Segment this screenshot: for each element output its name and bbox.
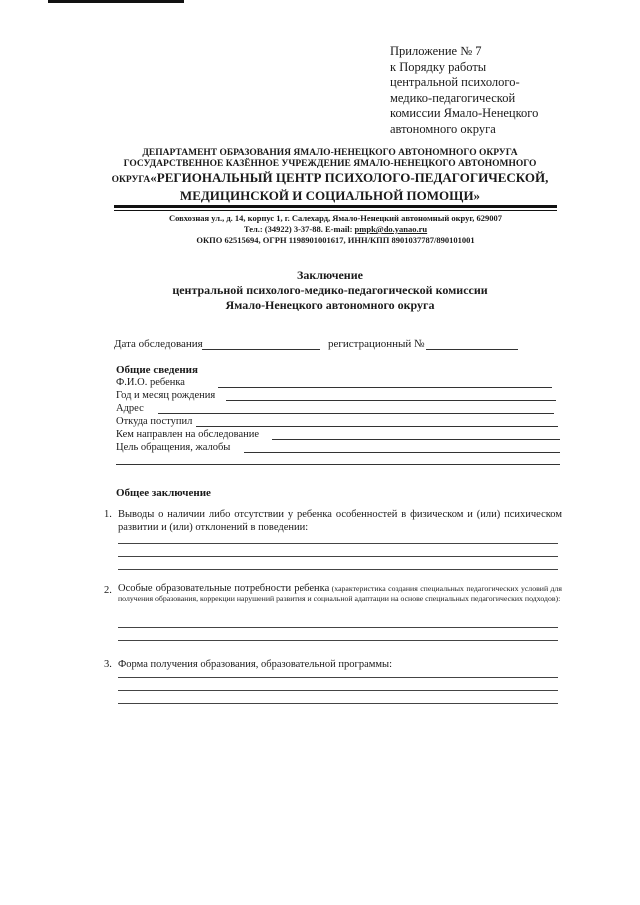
field-referred-by: [116, 429, 560, 442]
answer-line[interactable]: [118, 690, 558, 691]
general-info-title: Общие сведения: [116, 364, 198, 376]
appendix-line: Приложение № 7: [390, 44, 482, 58]
answer-line[interactable]: [118, 640, 558, 641]
field-label: Год и месяц рождения: [116, 390, 216, 401]
item-number: 1.: [104, 509, 112, 520]
field-input-line[interactable]: [158, 413, 554, 414]
registration-number-field[interactable]: [426, 349, 518, 350]
purpose-extra-line[interactable]: [116, 464, 560, 465]
field-label: Адрес: [116, 403, 144, 414]
field-label: Ф.И.О. ребенка: [116, 377, 185, 388]
exam-date-label: Дата обследования: [114, 338, 203, 350]
field-label: Откуда поступил: [116, 416, 193, 427]
field-purpose: [116, 442, 560, 455]
field-input-line[interactable]: [272, 439, 560, 440]
field-address: [116, 403, 560, 416]
title-line: Заключение: [297, 268, 363, 282]
appendix-note: [390, 44, 590, 137]
phone-email-text: Тел.: (34922) 3-37-88. E-mail: pmpk@do.yanao.ru: [243, 224, 428, 234]
answer-line[interactable]: [118, 556, 558, 557]
exam-date-row: [114, 338, 554, 352]
answer-line[interactable]: [118, 543, 558, 544]
address-text: Совхозная ул., д. 14, корпус 1, г. Салехард, Ямало-Ненецкий автономный округ, 629007: [168, 213, 503, 223]
field-input-line[interactable]: [226, 400, 556, 401]
item-text: Выводы о наличии либо отсутствии у ребенка особенностей в физическом и (или) психическом развитии и (или) отклонений в поведении:: [118, 509, 562, 533]
item-text-lead: Особые образовательные потребности ребенка: [118, 583, 330, 594]
field-input-line[interactable]: [196, 426, 558, 427]
email-link[interactable]: pmpk@do.yanao.ru: [354, 224, 428, 234]
general-conclusion-title: Общее заключение: [116, 487, 211, 499]
conclusion-item-1: [104, 508, 564, 538]
title-line: центральной психолого-медико-педагогической комиссии: [172, 283, 488, 297]
title-line: Ямало-Ненецкого автономного округа: [225, 298, 435, 312]
appendix-line: комиссии Ямало-Ненецкого: [390, 106, 539, 120]
institution-name-line2: МЕДИЦИНСКОЙ И СОЦИАЛЬНОЙ ПОМОЩИ»: [179, 188, 481, 203]
item-text: Форма получения образования, образовательной программы:: [118, 659, 393, 670]
field-input-line[interactable]: [218, 387, 552, 388]
institution-name-line1: ОКРУГА«РЕГИОНАЛЬНЫЙ ЦЕНТР ПСИХОЛОГО-ПЕДАГОГИЧЕСКОЙ,: [111, 170, 549, 185]
field-child-name: [116, 377, 560, 390]
appendix-line: автономного округа: [390, 121, 496, 136]
top-edge-mark: [48, 0, 184, 3]
department-name: ДЕПАРТАМЕНТ ОБРАЗОВАНИЯ ЯМАЛО-НЕНЕЦКОГО АВТОНОМНОГО ОКРУГА: [142, 148, 518, 158]
answer-line[interactable]: [118, 703, 558, 704]
organization-header: [100, 148, 560, 203]
header-rule-thick: [114, 205, 557, 208]
conclusion-item-2: [104, 584, 564, 620]
document-title: [110, 268, 550, 313]
item-text: (характеристика создания специальных педагогических условий для получения образования, коррекции нарушений развития и социальной адаптации на основе специальных педагогических подходов):: [118, 584, 562, 603]
field-came-from: [116, 416, 560, 429]
registration-number-label: регистрационный №: [328, 338, 425, 350]
field-label: Кем направлен на обследование: [116, 429, 260, 440]
contacts-block: [114, 213, 557, 246]
answer-line[interactable]: [118, 627, 558, 628]
item-number: 3.: [104, 659, 112, 670]
field-input-line[interactable]: [244, 452, 560, 453]
conclusion-item-3: [104, 658, 564, 672]
exam-date-field[interactable]: [202, 349, 320, 350]
appendix-line: медико-педагогической: [390, 90, 516, 105]
answer-line[interactable]: [118, 677, 558, 678]
answer-line[interactable]: [118, 569, 558, 570]
header-rule-thin: [114, 210, 557, 211]
field-label: Цель обращения, жалобы: [116, 442, 231, 453]
appendix-line: к Порядку работы: [390, 59, 487, 74]
registry-ids-text: ОКПО 62515694, ОГРН 1198901001617, ИНН/КПП 8901037787/890101001: [196, 235, 475, 245]
field-birth-date: [116, 390, 560, 403]
appendix-line: центральной психолого-: [390, 75, 520, 89]
item-number: 2.: [104, 585, 112, 596]
institution-type: ГОСУДАРСТВЕННОЕ КАЗЁННОЕ УЧРЕЖДЕНИЕ ЯМАЛО-НЕНЕЦКОГО АВТОНОМНОГО: [123, 159, 537, 169]
